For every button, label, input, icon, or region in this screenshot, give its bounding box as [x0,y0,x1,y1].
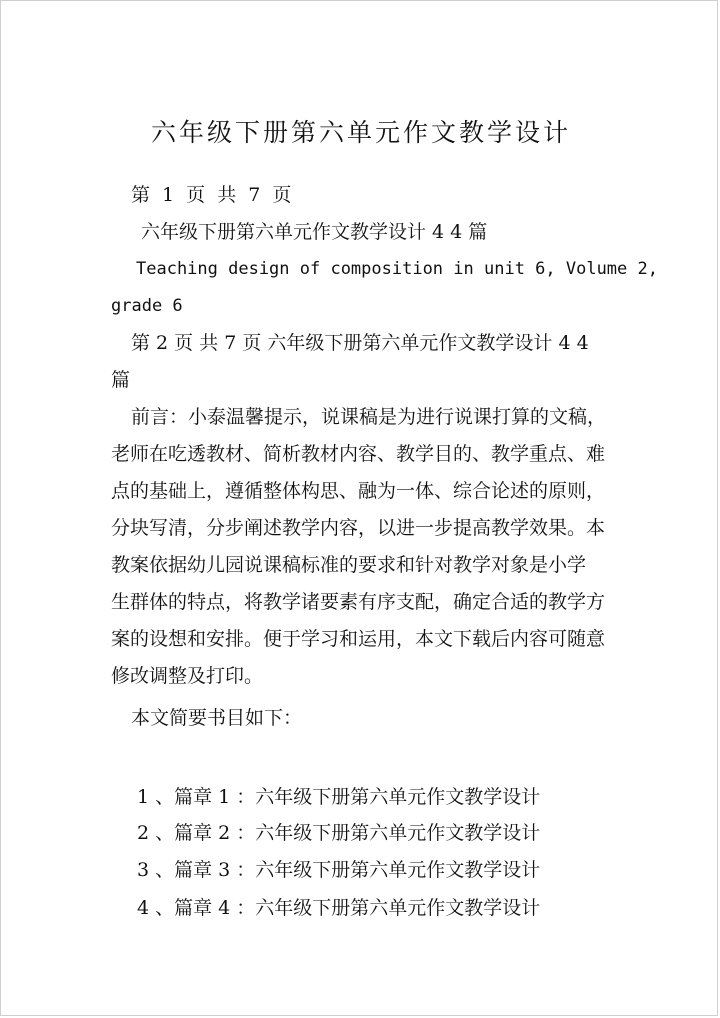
preface-line: 分块写清，分步阐述教学内容，以进一步提高教学效果。本 [111,517,606,539]
preface-line: 前言：小泰温馨提示，说课稿是为进行说课打算的文稿， [131,406,607,428]
toc-item-1: 1 、篇章 1 ：六年级下册第六单元作文教学设计 [137,786,541,808]
page-marker-1: 第 1 页 共 7 页 [131,184,295,206]
preface-line: 教案依据幼儿园说课稿标准的要求和针对教学对象是小学 [111,554,587,576]
preface-line: 点的基础上，遵循整体构思、融为一体、综合论述的原则， [111,480,606,502]
toc-heading: 本文简要书目如下： [131,707,303,729]
preface-line: 老师在吃透教材、简析教材内容、教学目的、教学重点、难 [111,443,606,465]
toc-item-2: 2 、篇章 2 ：六年级下册第六单元作文教学设计 [137,822,541,844]
page-marker-2-line-2: 篇 [111,369,131,391]
toc-item-3: 3 、篇章 3 ：六年级下册第六单元作文教学设计 [137,859,541,881]
subtitle-line: 六年级下册第六单元作文教学设计 4 4 篇 [141,221,488,243]
preface-line: 修改调整及打印。 [111,665,264,687]
english-title-line-2: grade 6 [111,296,183,316]
document-title: 六年级下册第六单元作文教学设计 [150,118,571,147]
english-title-line-1: Teaching design of composition in unit 6, Volume 2, [136,259,658,279]
preface-line: 案的设想和安排。便于学习和运用，本文下载后内容可随意 [111,628,606,650]
preface-line: 生群体的特点，将教学诸要素有序支配，确定合适的教学方 [111,591,606,613]
toc-item-4: 4 、篇章 4 ：六年级下册第六单元作文教学设计 [137,897,541,919]
page-marker-2-line-1: 第 2 页 共 7 页 六年级下册第六单元作文教学设计 4 4 [131,332,589,354]
